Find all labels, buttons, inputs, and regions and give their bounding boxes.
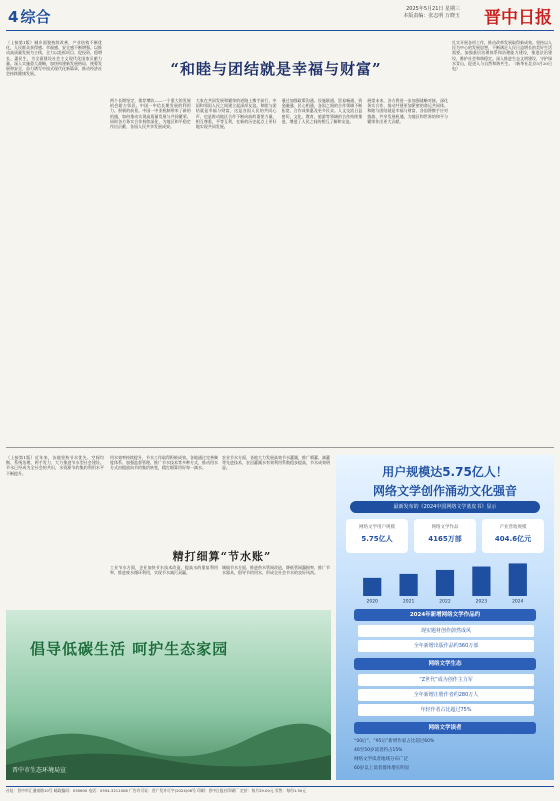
page-number [8, 6, 50, 27]
stat-label: 网络文学用户规模 [359, 525, 395, 530]
infographic-bullet: 网络文学读者地域分布广泛 [354, 757, 408, 762]
masthead-logo: 晋中日报 [484, 8, 552, 28]
infographic-item: 年轻作者占比超过75% [358, 704, 534, 716]
section-name: 综合 [20, 8, 51, 26]
infographic-title-line-2: 网络文学创作涌动文化强音 [372, 484, 517, 498]
chart-tick-label: 2023 [475, 599, 488, 604]
right-column-text: 扎实开展各项工作，推动改革发展取得新成效。坚持以人民为中心的发展思想，不断满足人民日益增长的美好生活需要。加强基层治理体系和治理能力建设，推进法治建设，维护社会和谐稳定。深入推进生态文明建设，守护绿水青山，促进人与自然和谐共生。（新华社北京5月20日电） [452, 40, 552, 72]
page-footer: 社址：晋中市汇通南路10号 邮政编码：030600 电话：0354-3211008 广告许可证：晋广发许可字(2024)06号 印刷：晋中日报社印刷厂 定价：每月29.00元 零售：每份1.50元 [6, 786, 554, 796]
infographic-section-readers: 网络文学读者 [354, 722, 536, 734]
infographic-bullet: 60岁以上读者群体增长明显 [354, 766, 410, 771]
infographic-item: 现实题材创作蔚然成风 [358, 625, 534, 637]
infographic-bullet: “00后”、“95后”新增作家占比超过60% [354, 739, 435, 744]
banner-caption: 晋中市生态环境局宣 [12, 767, 67, 774]
user-growth-chart [346, 559, 544, 604]
lead-article-col-2: 大家在共同发展和繁荣的道路上携手前行，中国和邻国人民之间建立起深厚友谊。和睦与团结就是幸福与财富，这是各国人民的共同心声，也是推动地区合作不断向前的重要力量。相互尊重、平等互利，在新的历史起点上更好地实现共同发展。 [195, 98, 277, 130]
infographic-subtitle: 最新发布的《2024中国网络文学蓝皮书》显示 [350, 501, 540, 513]
chart-bar [472, 567, 490, 596]
stat-label: 产业营收规模 [499, 525, 527, 530]
stat-value: 4165万部 [428, 535, 462, 543]
chart-tick-label: 2024 [512, 599, 524, 604]
chart-bar [363, 578, 381, 596]
bottom-left-text: （上接第1版）近年来，各地坚持节水优先、空间均衡、系统治理、两手发力，大力推进节水型社会建设。节水已经成为全社会的共识，水资源节约集约利用水平不断提升。 [6, 455, 104, 476]
eco-banner [6, 610, 331, 780]
stat-card [346, 519, 408, 553]
section-divider [6, 447, 554, 448]
bottom-article-col-3: 工业节水方面，企业加快节水技术改造，提高水的重复利用率，推进废水循环利用，实现节水减污双赢。 [110, 565, 218, 576]
stat-value: 5.75亿人 [361, 535, 393, 543]
lead-article-body [110, 98, 448, 443]
lead-article-col-1: 两个长期坚定、推荐增收——一个重大的发展机会助力邻居。中国一中信长期发展的利用力。积极的前景。中国一中亚机制带来了新的机遇，如何推动实现高质量发展与共同繁荣。同时各方务实合作持续深化，为地区和平稳定作出贡献，各国人民共享发展成果。 [110, 98, 191, 130]
infographic-item: “Z世代”成为创作主力军 [358, 674, 534, 686]
infographic-stats [346, 519, 544, 553]
chart-bar [400, 574, 418, 596]
weekday: 星期三 [444, 6, 460, 12]
header-meta [310, 6, 460, 20]
chart-bar [436, 570, 454, 596]
stat-card [414, 519, 476, 553]
page-header [0, 0, 560, 30]
chart-tick-label: 2022 [439, 599, 451, 604]
stat-value: 404.6亿元 [494, 535, 532, 543]
editor-line: 本版责编：张志明 万晓玉 [403, 13, 460, 19]
stat-card [482, 519, 544, 553]
infographic-title [336, 463, 554, 499]
lead-article-title: “和睦与团结就是幸福与财富” [170, 60, 382, 78]
chart-tick-label: 2020 [366, 599, 378, 604]
bottom-article-col-2: 农业节水方面，各地大力发展高效节水灌溉，推广喷灌、滴灌等先进技术，农田灌溉水有效利用系数稳步提高，节水成效明显。 [222, 455, 330, 471]
banner-slogan: 倡导低碳生活 呵护生态家园 [30, 640, 229, 658]
infographic-section-ecosystem: 网络文学生态 [354, 658, 536, 670]
infographic-item: 全年新增注册作者约280万人 [358, 689, 534, 701]
date-line: 2025年5月21日 [406, 6, 444, 12]
infographic-item: 全年新增出版作品约360万部 [358, 640, 534, 652]
stat-label: 网络文学作品 [431, 525, 459, 530]
infographic-title-line-1: 用户规模达5.75亿人！ [382, 465, 508, 479]
lead-article-col-4: 展望未来，各方将进一步加强战略对接，深化务实合作，推动共建更加紧密的命运共同体。和睦与团结就是幸福与财富，各国将携手应对挑战、共享发展机遇，为地区和世界的和平与繁荣作出更大贡献。 [367, 98, 448, 124]
infographic-banner-2: 2024年新增网络文学作品约 [354, 609, 536, 621]
bottom-article-col-4: 城镇节水方面，推进供水管网改造，降低管网漏损率，推广节水器具，倡导节约用水，形成全社会节水的良好风尚。 [222, 565, 330, 576]
bottom-article-body-bottom [110, 565, 330, 605]
chart-tick-label: 2021 [402, 599, 415, 604]
network-literature-infographic [336, 455, 554, 780]
infographic-bullet: 40至50岁读者约占15% [354, 748, 403, 753]
page-number-value: 4 [8, 8, 19, 26]
lead-article-col-3: 通过加强政策沟通、设施联通、贸易畅通、资金融通、民心相通，各国之间的合作领域不断拓宽，合作成果惠及更多民众。人文交流日益密切，文化、教育、旅游等领域的合作持续推进，增进了人民之间的相互了解和友谊。 [281, 98, 363, 124]
header-rule [6, 30, 554, 31]
bottom-article-title: 精打细算“节水账” [172, 550, 272, 563]
bottom-article-col-1: 用水效率持续提升，节水工作取得积极成效。各地通过完善制度体系、加强监督管理、推广节水技术等多种方式，推动用水方式由粗放向节约集约转变，精打细算用好每一滴水。 [110, 455, 218, 471]
lead-article-title-wrap [106, 58, 446, 88]
chart-bar [509, 563, 527, 596]
left-column-text: （上接第1版）城乡面貌持续改善，产业结构不断优化，人民群众获得感、幸福感、安全感不断增强。以推动高质量发展为主线，全力以赴抓项目、促投资、稳增长、惠民生，为全面建设社会主义现代化国家贡献力量。深入实施重大战略，加快构建新发展格局，统筹发展和安全，奋力谱写中国式现代化新篇章，推动经济社会持续健康发展。 [6, 40, 102, 77]
